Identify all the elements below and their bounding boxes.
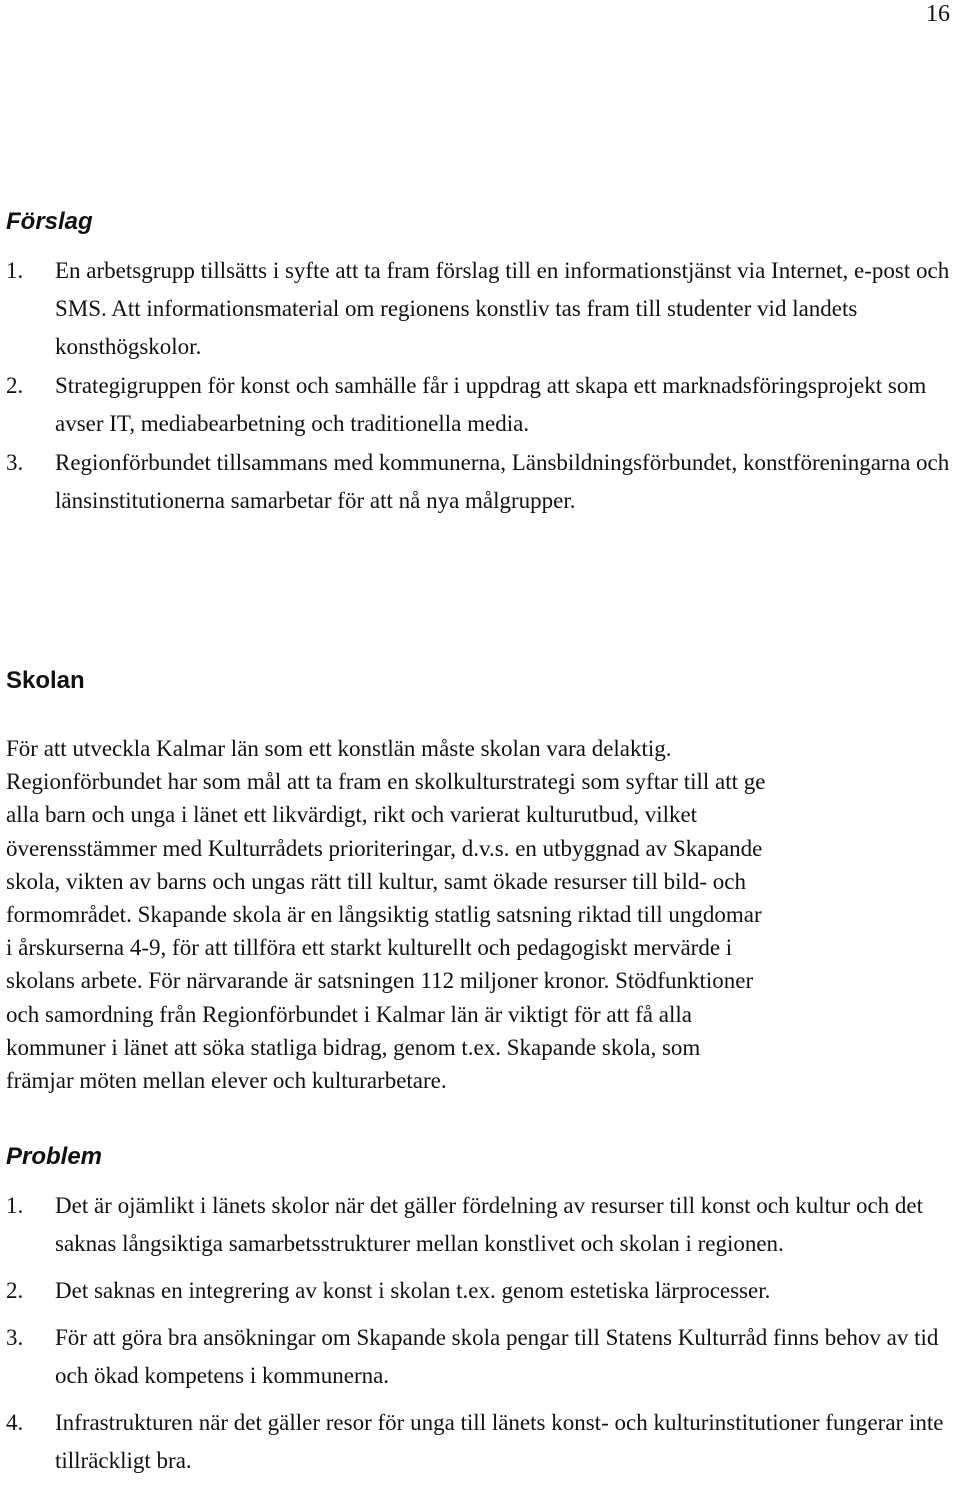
list-item <box>6 1319 954 1395</box>
list-item <box>6 1187 954 1263</box>
paragraph-line: Regionförbundet har som mål att ta fram en skolkulturstrategi som syftar till att ge <box>6 769 766 795</box>
list-item-text: Strategigruppen för konst och samhälle får i uppdrag att skapa ett marknadsföringsprojekt som avser IT, mediabearbetning och traditionella media. <box>55 373 927 436</box>
paragraph-line: och samordning från Regionförbundet i Kalmar län är viktigt för att få alla <box>6 1001 692 1027</box>
heading-forslag: Förslag <box>6 208 93 235</box>
list-item <box>6 1272 954 1310</box>
list-item <box>6 1404 954 1480</box>
paragraph-line: i årskurserna 4-9, för att tillföra ett starkt kulturellt och pedagogiskt mervärde i <box>6 935 733 961</box>
paragraph-line: För att utveckla Kalmar län som ett konstlän måste skolan vara delaktig. <box>6 736 672 761</box>
problem-list <box>6 1187 954 1480</box>
list-item-number: 1. <box>6 1193 24 1218</box>
skolan-paragraph <box>6 732 960 1097</box>
list-item <box>6 367 954 443</box>
paragraph-line: skolans arbete. För närvarande är satsningen 112 miljoner kronor. Stödfunktioner <box>6 968 754 994</box>
list-item-number: 1. <box>6 258 24 283</box>
list-item-text: En arbetsgrupp tillsätts i syfte att ta fram förslag till en informationstjänst via Internet, e-post och SMS. Att informationsmaterial om regionens konstliv tas fram till studenter vid landets konsthögskolor. <box>55 258 950 359</box>
list-item <box>6 252 954 366</box>
list-item-number: 4. <box>6 1410 24 1435</box>
paragraph-line: kommuner i länet att söka statliga bidrag, genom t.ex. Skapande skola, som <box>6 1034 701 1060</box>
heading-problem: Problem <box>6 1143 103 1170</box>
list-item-number: 2. <box>6 373 24 398</box>
page-number: 16 <box>926 1 950 27</box>
paragraph-line: främjar möten mellan elever och kulturarbetare. <box>6 1068 447 1094</box>
list-item-number: 3. <box>6 450 24 475</box>
list-item-text: Regionförbundet tillsammans med kommunerna, Länsbildningsförbundet, konstföreningarna och länsinstitutionerna samarbetar för att nå nya målgrupper. <box>55 450 950 513</box>
list-item-text: Infrastrukturen när det gäller resor för unga till länets konst- och kulturinstitutioner fungerar inte tillräckligt bra. <box>55 1410 944 1473</box>
paragraph-line: alla barn och unga i länet ett likvärdigt, rikt och varierat kulturutbud, vilket <box>6 802 698 828</box>
list-item-text: För att göra bra ansökningar om Skapande skola pengar till Statens Kulturråd finns behov av tid och ökad kompetens i kommunerna. <box>55 1325 939 1388</box>
list-item-number: 3. <box>6 1325 24 1350</box>
paragraph-line: överensstämmer med Kulturrådets prioriteringar, d.v.s. en utbyggnad av Skapande <box>6 835 763 861</box>
paragraph-line: skola, vikten av barns och ungas rätt till kultur, samt ökade resurser till bild- och <box>6 868 747 894</box>
list-item-text: Det saknas en integrering av konst i skolan t.ex. genom estetiska lärprocesser. <box>55 1278 771 1303</box>
forslag-list <box>6 252 954 520</box>
list-item <box>6 444 954 520</box>
list-item-number: 2. <box>6 1278 24 1303</box>
heading-skolan: Skolan <box>6 667 85 694</box>
paragraph-line: formområdet. Skapande skola är en långsiktig statlig satsning riktad till ungdomar <box>6 902 762 928</box>
list-item-text: Det är ojämlikt i länets skolor när det gäller fördelning av resurser till konst och kultur och det saknas långsiktiga samarbetsstrukturer mellan konstlivet och skolan i regionen. <box>55 1193 924 1256</box>
